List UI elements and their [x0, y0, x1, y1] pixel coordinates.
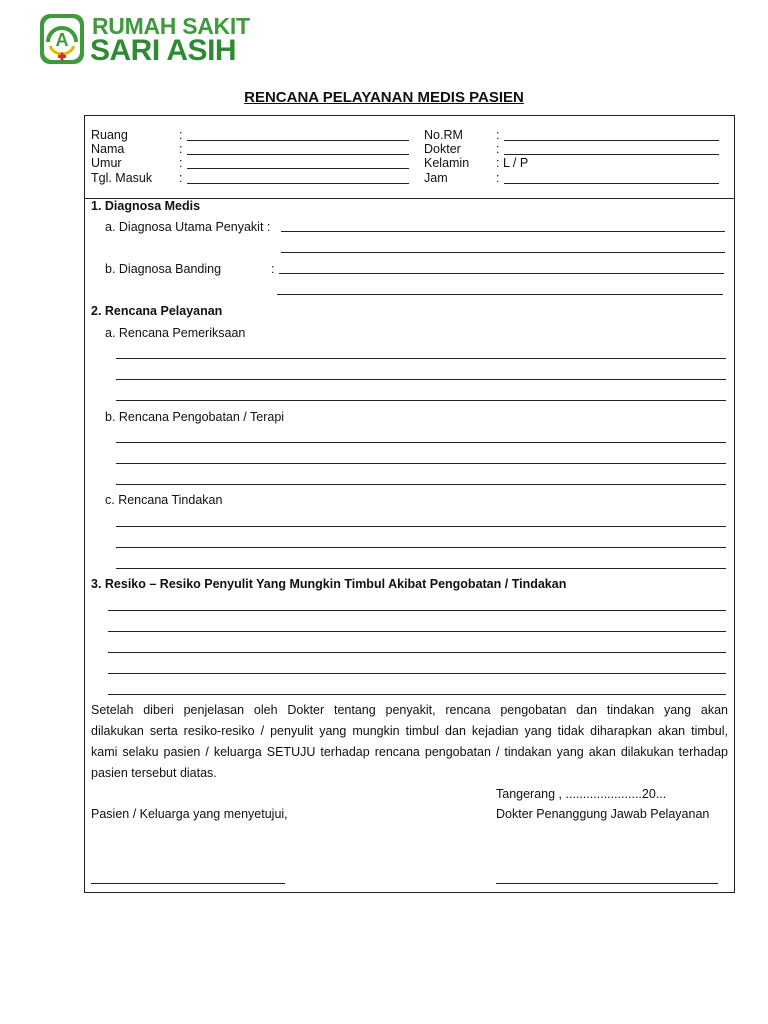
- label-rencana-pengobatan: b. Rencana Pengobatan / Terapi: [105, 410, 285, 424]
- field-umur[interactable]: [187, 168, 409, 169]
- field-rencana-tindakan[interactable]: [116, 568, 726, 569]
- label-tgl-masuk: Tgl. Masuk: [91, 171, 153, 185]
- colon: :: [179, 156, 183, 170]
- section-heading: 2. Rencana Pelayanan: [91, 304, 223, 318]
- svg-text:A: A: [55, 30, 69, 50]
- label-diagnosa-banding: b. Diagnosa Banding: [105, 262, 222, 276]
- brand-name-line2: SARI ASIH: [90, 34, 237, 67]
- kelamin-options[interactable]: : L / P: [496, 156, 529, 170]
- label-diagnosa-utama: a. Diagnosa Utama Penyakit :: [105, 220, 271, 234]
- label-rencana-tindakan: c. Rencana Tindakan: [105, 493, 223, 507]
- field-dokter[interactable]: [504, 154, 719, 155]
- field-tgl-masuk[interactable]: [187, 183, 409, 184]
- patient-signature-label: Pasien / Keluarga yang menyetujui,: [91, 807, 288, 821]
- doctor-signature-line[interactable]: [496, 883, 718, 884]
- field-rencana-tindakan[interactable]: [116, 526, 726, 527]
- colon: :: [496, 171, 500, 185]
- consent-line: dilakukan serta resiko-resiko / penyulit yang mungkin timbul dan kejadian yang tidak diharapkan akan timbul,: [91, 724, 728, 738]
- label-no-rm: No.RM: [424, 128, 463, 142]
- field-no-rm[interactable]: [504, 140, 719, 141]
- field-resiko[interactable]: [108, 652, 726, 653]
- colon: :: [496, 128, 500, 142]
- consent-line: kami selaku pasien / keluarga SETUJU terhadap rencana pengobatan / tindakan yang akan dilakukan terhadap: [91, 745, 728, 759]
- colon: :: [179, 171, 183, 185]
- field-diagnosa-utama[interactable]: [281, 231, 725, 232]
- hospital-logo: [38, 12, 268, 70]
- field-jam[interactable]: [504, 183, 719, 184]
- hospital-logo-icon: [38, 12, 88, 68]
- label-ruang: Ruang: [91, 128, 128, 142]
- field-nama[interactable]: [187, 154, 409, 155]
- label-dokter: Dokter: [424, 142, 461, 156]
- patient-signature-line[interactable]: [91, 883, 285, 884]
- section-heading: 3. Resiko – Resiko Penyulit Yang Mungkin Timbul Akibat Pengobatan / Tindakan: [91, 577, 567, 591]
- section-heading: 1. Diagnosa Medis: [91, 199, 201, 213]
- field-diagnosa-banding[interactable]: [279, 273, 724, 274]
- field-diagnosa-utama[interactable]: [281, 252, 725, 253]
- consent-line: pasien tersebut diatas.: [91, 766, 217, 780]
- field-rencana-pemeriksaan[interactable]: [116, 358, 726, 359]
- form-title: RENCANA PELAYANAN MEDIS PASIEN: [244, 89, 524, 106]
- field-resiko[interactable]: [108, 631, 726, 632]
- consent-line: Setelah diberi penjelasan oleh Dokter tentang penyakit, rencana pengobatan dan tindakan yang akan: [91, 703, 728, 717]
- colon: :: [179, 128, 183, 142]
- field-rencana-tindakan[interactable]: [116, 547, 726, 548]
- label-umur: Umur: [91, 156, 122, 170]
- doctor-signature-label: Dokter Penanggung Jawab Pelayanan: [496, 807, 710, 821]
- colon: :: [496, 142, 500, 156]
- field-rencana-pemeriksaan[interactable]: [116, 400, 726, 401]
- label-jam: Jam: [424, 171, 448, 185]
- colon: :: [271, 262, 275, 276]
- field-resiko[interactable]: [108, 694, 726, 695]
- field-resiko[interactable]: [108, 673, 726, 674]
- colon: :: [179, 142, 183, 156]
- field-rencana-pengobatan[interactable]: [116, 484, 726, 485]
- field-ruang[interactable]: [187, 140, 409, 141]
- field-resiko[interactable]: [108, 610, 726, 611]
- field-rencana-pemeriksaan[interactable]: [116, 379, 726, 380]
- label-rencana-pemeriksaan: a. Rencana Pemeriksaan: [105, 326, 246, 340]
- place-date: Tangerang , ......................20...: [496, 787, 667, 801]
- field-rencana-pengobatan[interactable]: [116, 463, 726, 464]
- label-kelamin: Kelamin: [424, 156, 470, 170]
- field-rencana-pengobatan[interactable]: [116, 442, 726, 443]
- label-nama: Nama: [91, 142, 125, 156]
- field-diagnosa-banding[interactable]: [277, 294, 723, 295]
- brand-name-line1: RUMAH SAKIT: [92, 13, 250, 39]
